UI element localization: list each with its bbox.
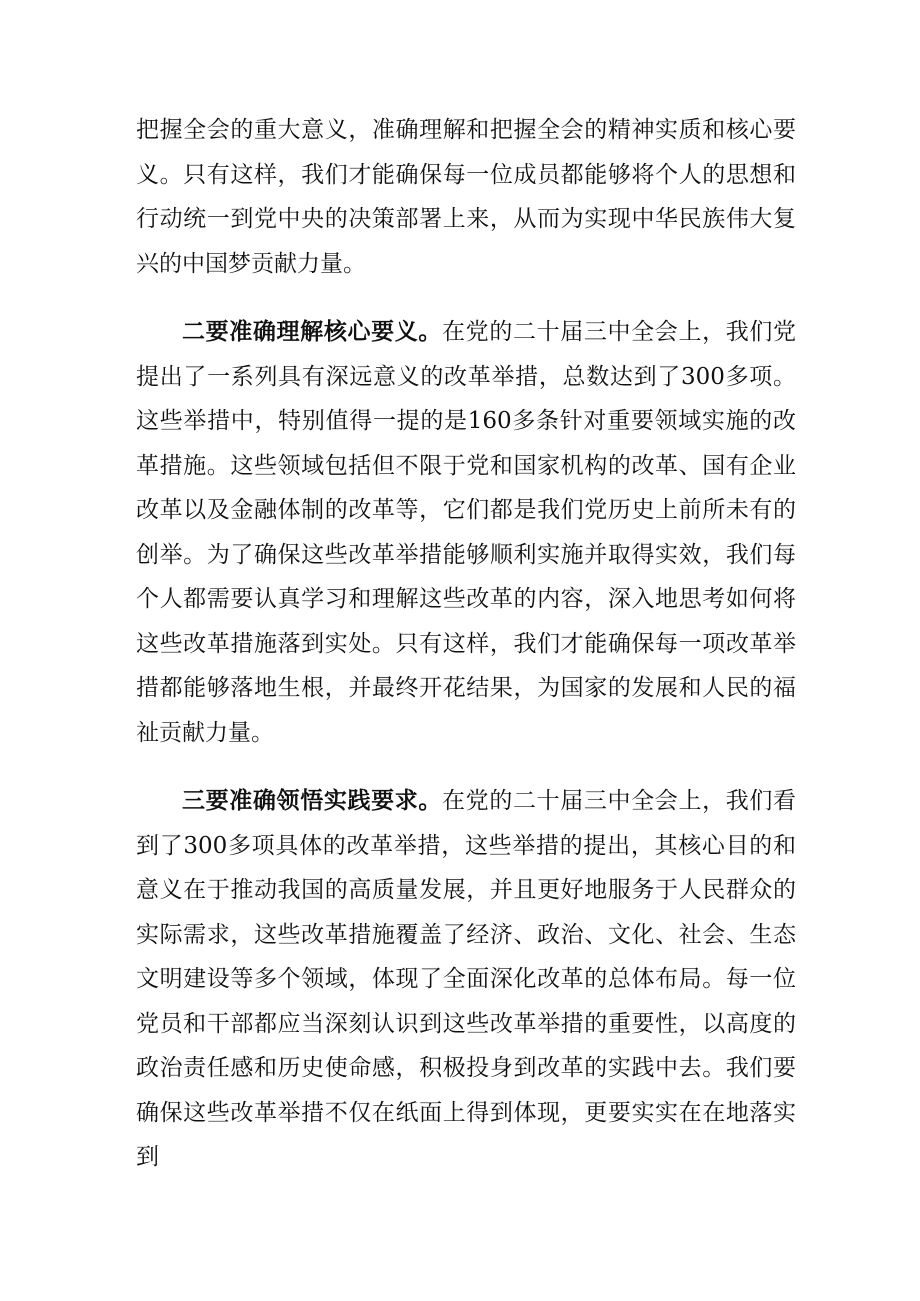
paragraph-gap	[136, 755, 796, 779]
paragraph-core-meaning	[136, 310, 796, 755]
paragraph-gap	[136, 286, 796, 310]
paragraph-text: 把握全会的重大意义，准确理解和把握全会的精神实质和核心要义。只有这样，我们才能确保每一位成员都能够将个人的思想和行动统一到党中央的决策部署上来，从而为实现中华民族伟大复兴的中国梦贡献力量。	[136, 117, 796, 277]
paragraph-heading: 二要准确理解核心要义。	[182, 318, 443, 345]
paragraph-heading: 三要准确领悟实践要求。	[182, 787, 443, 814]
paragraph-text: 在党的二十届三中全会上，我们党提出了一系列具有深远意义的改革举措，总数达到了300多项。这些举措中，特别值得一提的是160多条针对重要领域实施的改革措施。这些领域包括但不限于党和国家机构的改革、国有企业改革以及金融体制的改革等，它们都是我们党历史上前所未有的创举。为了确保这些改革举措能够顺利实施并取得实效，我们每个人都需要认真学习和理解这些改革的内容，深入地思考如何将这些改革措施落到实处。只有这样，我们才能确保每一项改革举措都能够落地生根，并最终开花结果，为国家的发展和人民的福祉贡献力量。	[136, 319, 797, 746]
document-page	[136, 108, 796, 1180]
paragraph-practice-requirements	[136, 779, 796, 1180]
paragraph-continuation	[136, 108, 796, 286]
paragraph-text: 在党的二十届三中全会上，我们看到了300多项具体的改革举措，这些举措的提出，其核心目的和意义在于推动我国的高质量发展，并且更好地服务于人民群众的实际需求，这些改革措施覆盖了经济、政治、文化、社会、生态文明建设等多个领域，体现了全面深化改革的总体布局。每一位党员和干部都应当深刻认识到这些改革举措的重要性，以高度的政治责任感和历史使命感，积极投身到改革的实践中去。我们要确保这些改革举措不仅在纸面上得到体现，更要实实在在地落实到	[136, 788, 797, 1170]
